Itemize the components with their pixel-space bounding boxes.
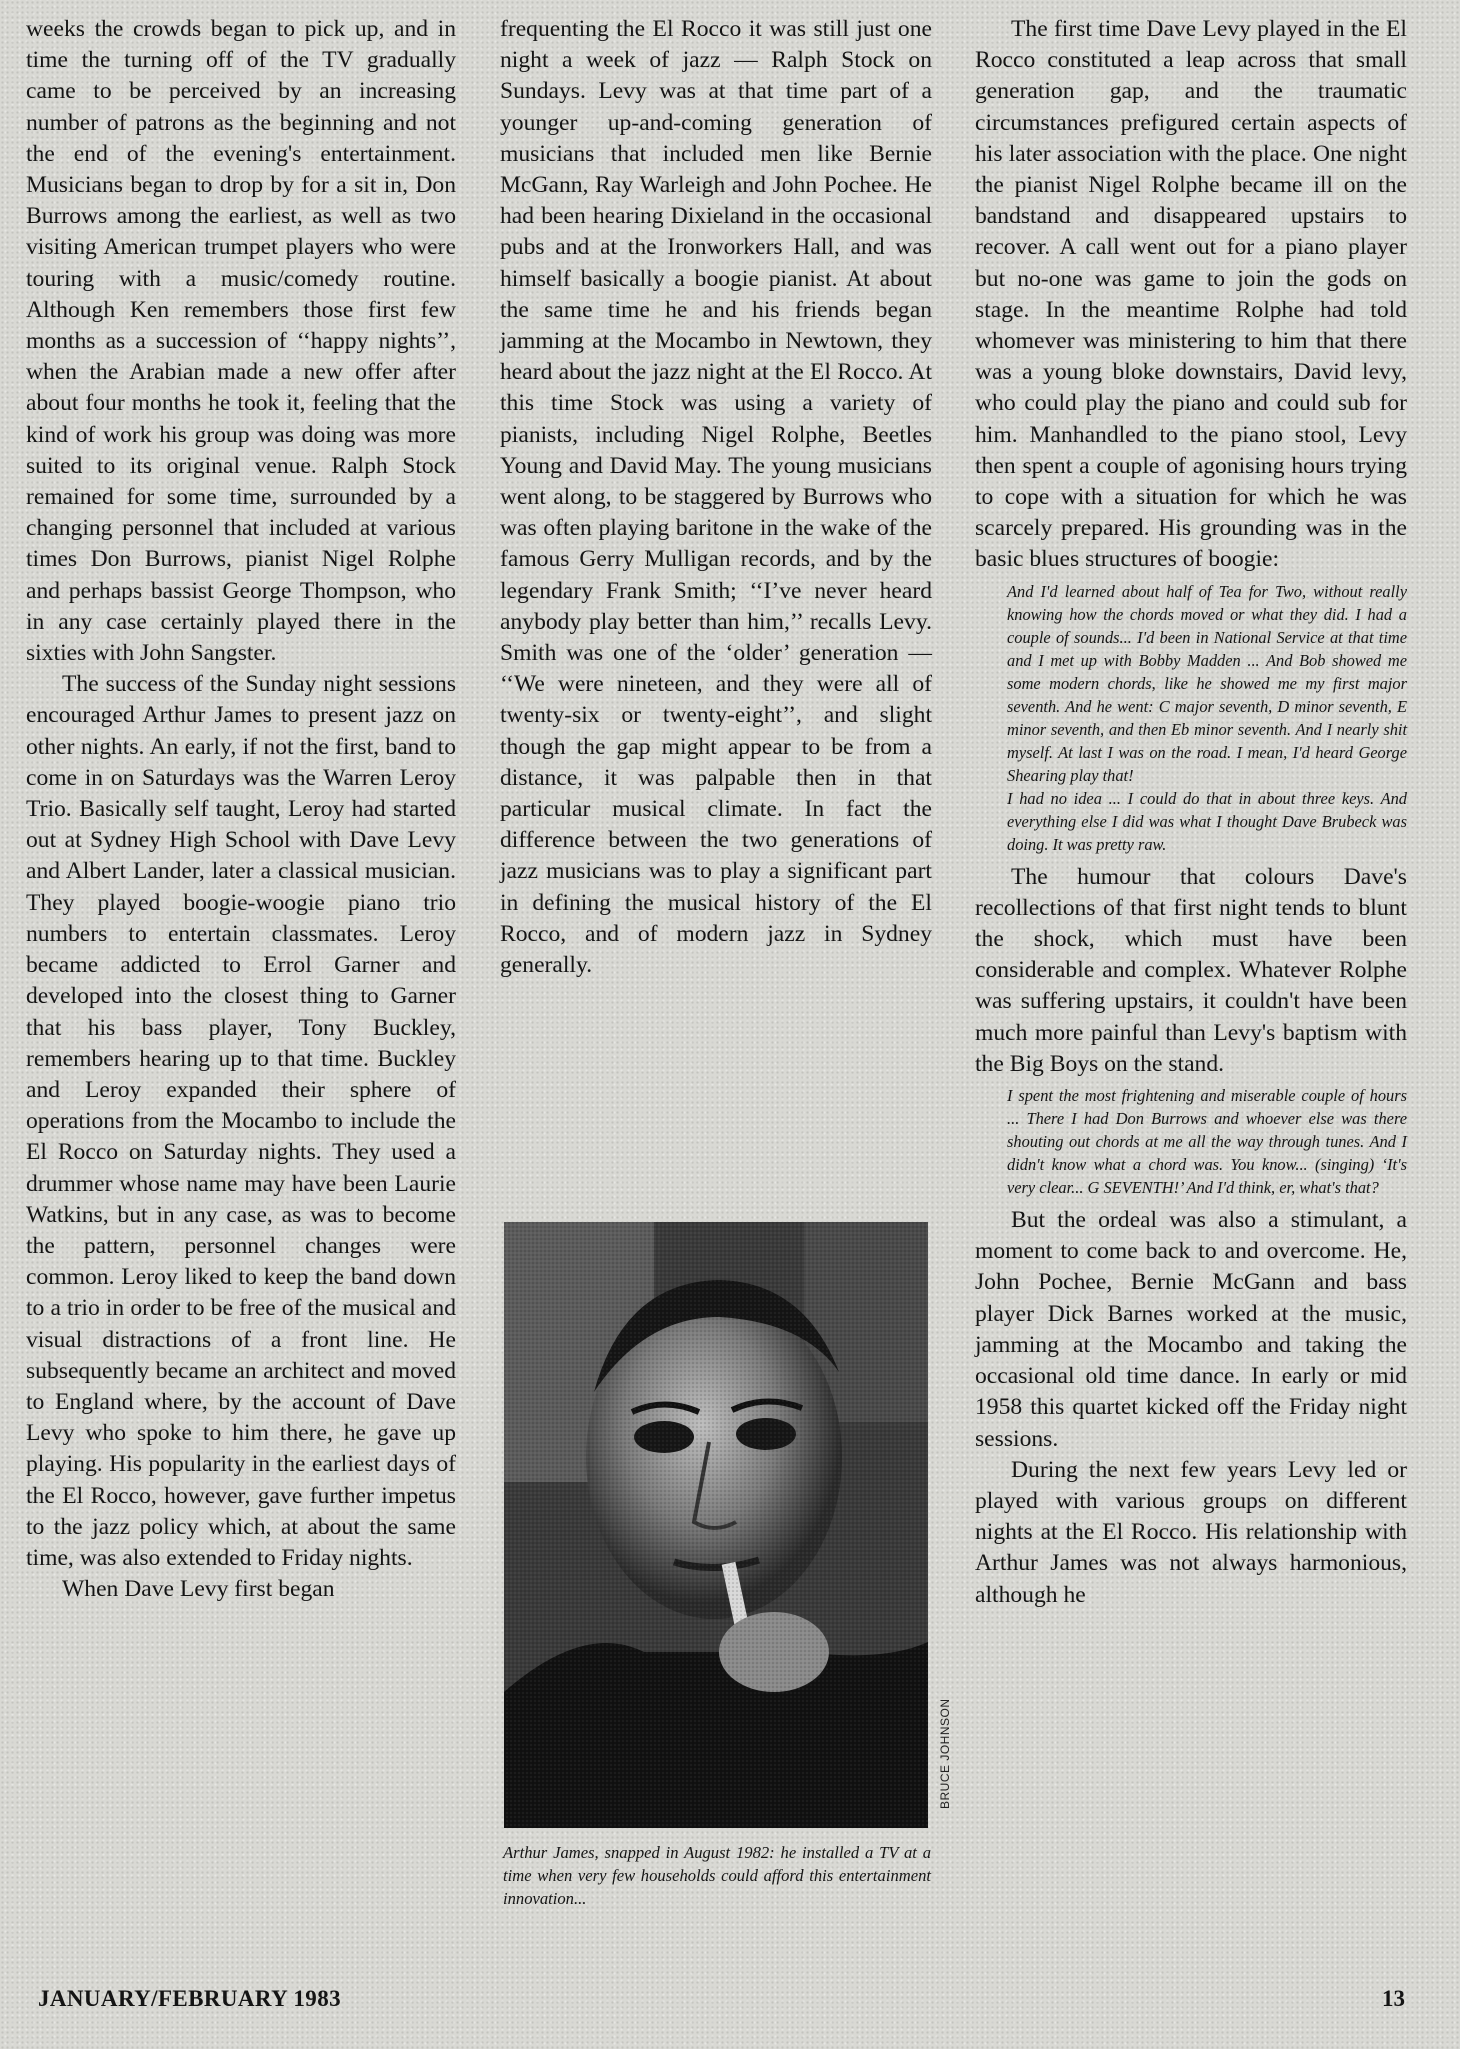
paragraph: weeks the crowds began to pick up, and in time the turning off of the TV gradually came to be perceived by an increasing number of patrons as the beginning and not the end of the evening's entertainment. Musicians began to drop by for a sit in, Don Burrows among the earliest, as well as two visiting American trumpet players who were touring with a music/comedy routine. Although Ken remembers those first few months as a succession of ‘‘happy nights’’, when the Arabian made a new offer after about four months he took it, feeling that the kind of work his group was doing was more suited to its original venue. Ralph Stock remained for some time, surrounded by a changing personnel that included at various times Don Burrows, pianist Nigel Rolphe and perhaps bassist George Thompson, who in any case certainly played there in the sixties with John Sangster. bbox=[26, 16, 456, 667]
article-column-3 bbox=[975, 14, 1407, 1611]
paragraph: frequenting the El Rocco it was still just one night a week of jazz — Ralph Stock on Sundays. Levy was at that time part of a younger up-and-coming generation of musicians that included men like Bernie McGann, Ray Warleigh and John Pochee. He had been hearing Dixieland in the occasional pubs and at the Ironworkers Hall, and was himself basically a boogie pianist. At about the same time he and his friends began jamming at the Mocambo in Newtown, they heard about the jazz night at the El Rocco. At this time Stock was using a variety of pianists, including Nigel Rolphe, Beetles Young and David May. The young musicians went along, to be staggered by Burrows who was often playing baritone in the wake of the famous Gerry Mulligan records, and by the legendary Frank Smith; ‘‘I’ve never heard anybody play better than him,’’ recalls Levy. Smith was one of the ‘older’ generation — ‘‘We were nineteen, and they were all of twenty-six or twenty-eight’’, and slight though the gap might appear to be from a distance, it was palpable then in that particular musical climate. In fact the difference between the two generations of jazz musicians was to play a significant part in defining the musical history of the El Rocco, and of modern jazz in Sydney generally. bbox=[500, 16, 932, 979]
portrait-photo bbox=[504, 1222, 928, 1828]
article-column-2 bbox=[500, 14, 932, 981]
photo-credit: BRUCE JOHNSON bbox=[938, 1698, 952, 1810]
page-number: 13 bbox=[1382, 1986, 1405, 2011]
quote-line: And I'd learned about half of Tea for Two, without really knowing how the chords moved or what they did. I had a couple of sounds... I'd been in National Service at that time and I met up with Bobby Madden ... And Bob showed me some modern chords, like he showed me my first major seventh. And he went: C major seventh, D minor seventh, E minor seventh, and then Eb minor seventh. And I nearly shit myself. At last I was on the road. I mean, I'd heard George Shearing play that! bbox=[1007, 581, 1407, 785]
quote-line: I had no idea ... I could do that in about three keys. And everything else I did was what I thought Dave Brubeck was doing. It was pretty raw. bbox=[1007, 788, 1407, 854]
block-quote: I spent the most frightening and miserable couple of hours ... There I had Don Burrows and whoever else was there shouting out chords at me all the way through tunes. And I didn't know what a chord was. You know... (singing) ‘It's very clear... G SEVENTH!’ And I'd think, er, what's that? bbox=[1007, 1086, 1407, 1198]
photo-caption: Arthur James, snapped in August 1982: he installed a TV at a time when very few households could afford this entertainment innovation... bbox=[503, 1843, 931, 1908]
paragraph: During the next few years Levy led or played with various groups on different nights at the El Rocco. His relationship with Arthur James was not always harmonious, although he bbox=[975, 1456, 1407, 1608]
paragraph: But the ordeal was also a stimulant, a moment to come back to and overcome. He, John Pochee, Bernie McGann and bass player Dick Barnes worked at the music, jamming at the Mocambo and taking the occasional old time dance. In early or mid 1958 this quartet kicked off the Friday night sessions. bbox=[975, 1207, 1407, 1452]
paragraph: The first time Dave Levy played in the El Rocco constituted a leap across that small generation gap, and the traumatic circumstances prefigured certain aspects of his later association with the place. One night the pianist Nigel Rolphe became ill on the bandstand and disappeared upstairs to recover. A call went out for a piano player but no-one was game to join the gods on stage. In the meantime Rolphe had told whomever was ministering to him that there was a young bloke downstairs, David levy, who could play the piano and could sub for him. Manhandled to the piano stool, Levy then spent a couple of agonising hours trying to cope with a situation for which he was scarcely prepared. His grounding was in the basic blues structures of boogie: bbox=[975, 16, 1407, 573]
block-quote bbox=[1007, 580, 1407, 856]
paragraph: The success of the Sunday night sessions encouraged Arthur James to present jazz on other nights. An early, if not the first, band to come in on Saturdays was the Warren Leroy Trio. Basically self taught, Leroy had started out at Sydney High School with Dave Levy and Albert Lander, later a classical musician. They played boogie-woogie piano trio numbers to entertain classmates. Leroy became addicted to Errol Garner and developed into the closest thing to Garner that his bass player, Tony Buckley, remembers hearing up to that time. Buckley and Leroy expanded their sphere of operations from the Mocambo to include the El Rocco on Saturday nights. They used a drummer whose name may have been Laurie Watkins, but in any case, as was to become the pattern, personnel changes were common. Leroy liked to keep the band down to a trio in order to be free of the musical and visual distractions of a front line. He subsequently became an architect and moved to England where, by the account of Dave Levy who spoke to him there, he gave up playing. His popularity in the earliest days of the El Rocco, however, gave further impetus to the jazz policy which, at about the same time, was also extended to Friday nights. bbox=[26, 671, 456, 1571]
issue-date: JANUARY/FEBRUARY 1983 bbox=[38, 1986, 342, 2011]
portrait-illustration bbox=[504, 1222, 928, 1828]
paragraph: The humour that colours Dave's recollections of that first night tends to blunt the shock, which must have been considerable and complex. Whatever Rolphe was suffering upstairs, it couldn't have been much more painful than Levy's baptism with the Big Boys on the stand. bbox=[975, 863, 1407, 1077]
article-column-1 bbox=[26, 14, 456, 1605]
paragraph: When Dave Levy first began bbox=[62, 1576, 335, 1603]
